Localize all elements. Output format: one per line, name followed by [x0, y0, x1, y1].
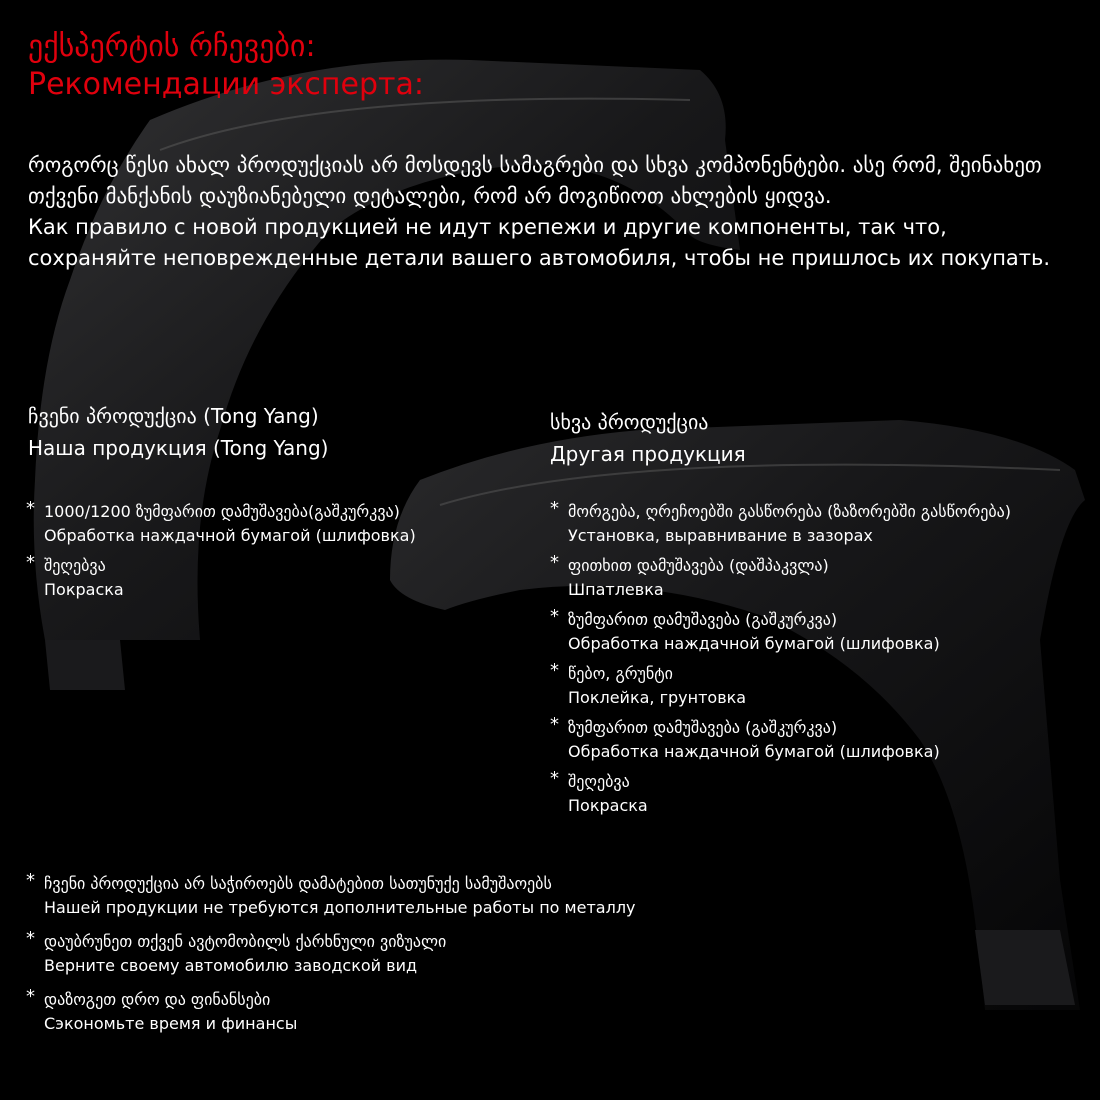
our-heading-georgian: ჩვენი პროდუქცია (Tong Yang) — [28, 404, 319, 428]
bullet-star: * — [26, 870, 35, 891]
title-georgian: ექსპერტის რჩევები: — [28, 29, 316, 64]
step-russian: Обработка наждачной бумагой (шлифовка) — [568, 634, 940, 653]
step-russian: Покраска — [44, 580, 124, 599]
step-georgian: ზუმფარით დამუშავება (გაშკურკვა) — [568, 610, 838, 629]
benefits-list — [26, 872, 636, 1046]
bullet-star: * — [550, 498, 559, 519]
bullet-star: * — [550, 714, 559, 735]
bullet-star: * — [550, 768, 559, 789]
bullet-star: * — [26, 986, 35, 1007]
step-georgian: ზუმფარით დამუშავება (გაშკურკვა) — [568, 718, 838, 737]
benefit-russian: Верните своему автомобилю заводской вид — [44, 956, 418, 975]
step-russian: Установка, выравнивание в зазорах — [568, 526, 873, 545]
bullet-star: * — [26, 498, 35, 519]
step-georgian: ფითხით დამუშავება (დაშპაკვლა) — [568, 556, 829, 575]
bullet-star: * — [26, 552, 35, 573]
benefit-georgian: ჩვენი პროდუქცია არ საჭიროებს დამატებით სათუნუქე სამუშაოებს — [44, 874, 552, 893]
list-item — [26, 554, 416, 602]
bullet-star: * — [26, 928, 35, 949]
list-item — [26, 930, 636, 978]
our-heading-russian: Наша продукция (Tong Yang) — [28, 436, 329, 460]
other-heading-russian: Другая продукция — [550, 442, 746, 466]
list-item — [550, 716, 1011, 764]
step-russian: Поклейка, грунтовка — [568, 688, 747, 707]
bullet-star: * — [550, 660, 559, 681]
bullet-star: * — [550, 552, 559, 573]
intro-russian: Как правило с новой продукцией не идут крепежи и другие компоненты, так что, сохраняйте неповрежденные детали вашего автомобиля, чтобы не пришлось их покупать. — [28, 215, 1051, 270]
other-heading-georgian: სხვა პროდუქცია — [550, 410, 709, 434]
our-product-heading — [28, 400, 328, 464]
step-russian: Шпатлевка — [568, 580, 664, 599]
other-product-heading — [550, 406, 746, 470]
other-product-steps — [550, 500, 1011, 824]
step-georgian: შეღებვა — [568, 772, 630, 791]
list-item — [550, 770, 1011, 818]
step-russian: Обработка наждачной бумагой (шлифовка) — [568, 742, 940, 761]
step-georgian: მორგება, ღრეჩოებში გასწორება (ზაზორებში გასწორება) — [568, 502, 1011, 521]
step-georgian: შეღებვა — [44, 556, 106, 575]
our-product-steps — [26, 500, 416, 608]
step-russian: Покраска — [568, 796, 648, 815]
list-item — [26, 500, 416, 548]
list-item — [550, 608, 1011, 656]
list-item — [26, 988, 636, 1036]
step-georgian: წებო, გრუნტი — [568, 664, 673, 683]
title-russian: Рекомендации эксперта: — [28, 67, 424, 102]
bullet-star: * — [550, 606, 559, 627]
list-item — [550, 554, 1011, 602]
list-item — [550, 662, 1011, 710]
step-russian: Обработка наждачной бумагой (шлифовка) — [44, 526, 416, 545]
benefit-russian: Нашей продукции не требуются дополнительные работы по металлу — [44, 898, 636, 917]
benefit-russian: Сэкономьте время и финансы — [44, 1014, 298, 1033]
list-item — [26, 872, 636, 920]
benefit-georgian: დაუბრუნეთ თქვენ ავტომობილს ქარხნული ვიზუალი — [44, 932, 447, 951]
step-georgian: 1000/1200 ზუმფარით დამუშავება(გაშკურკვა) — [44, 502, 400, 521]
intro-block — [28, 150, 1068, 274]
benefit-georgian: დაზოგეთ დრო და ფინანსები — [44, 990, 271, 1009]
intro-georgian: როგორც წესი ახალ პროდუქციას არ მოსდევს სამაგრები და სხვა კომპონენტები. ასე რომ, შეინახეთ თქვენი მანქანის დაუზიანებელი დეტალები, რომ არ მოგიწიოთ ახლების ყიდვა. — [28, 153, 1042, 208]
list-item — [550, 500, 1011, 548]
